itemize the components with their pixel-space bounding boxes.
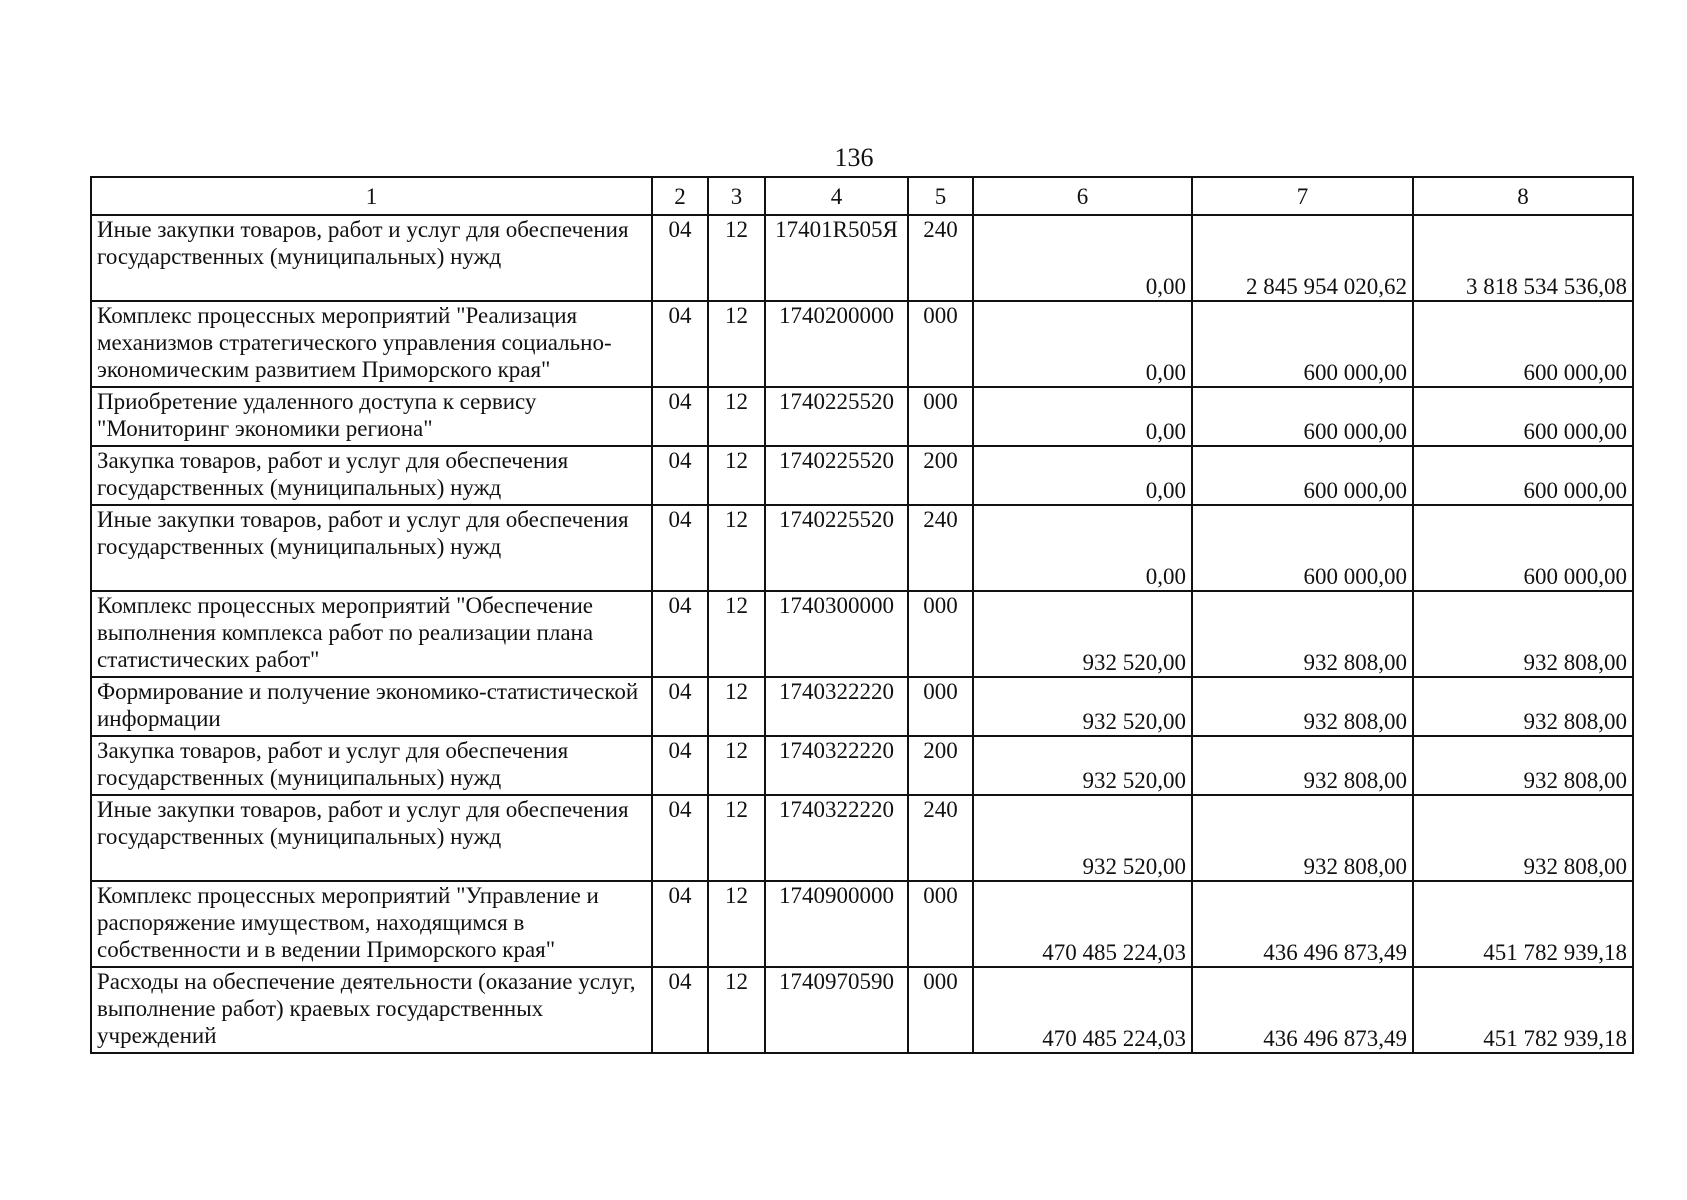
column-header: 7: [1192, 177, 1413, 215]
subsection-code: 12: [708, 967, 765, 1053]
target-article-code: 1740200000: [765, 301, 908, 387]
amount-col8: 600 000,00: [1413, 301, 1633, 387]
amount-col6: 0,00: [973, 215, 1192, 301]
amount-col7: 600 000,00: [1192, 301, 1413, 387]
section-code: 04: [652, 677, 708, 736]
section-code: 04: [652, 591, 708, 677]
amount-col7: 600 000,00: [1192, 387, 1413, 446]
target-article-code: 1740225520: [765, 387, 908, 446]
amount-col8: 600 000,00: [1413, 387, 1633, 446]
section-code: 04: [652, 967, 708, 1053]
amount-col6: 932 520,00: [973, 677, 1192, 736]
amount-col6: 0,00: [973, 301, 1192, 387]
table-row: [91, 881, 1633, 967]
table-row: [91, 591, 1633, 677]
amount-col7: 932 808,00: [1192, 591, 1413, 677]
expense-type-code: 000: [908, 967, 973, 1053]
table-row: [91, 446, 1633, 505]
amount-col6: 0,00: [973, 387, 1192, 446]
table-row: [91, 795, 1633, 881]
subsection-code: 12: [708, 215, 765, 301]
expense-type-code: 000: [908, 677, 973, 736]
row-name: Комплекс процессных мероприятий "Обеспечение выполнения комплекса работ по реализации плана статистических работ": [91, 591, 652, 677]
section-code: 04: [652, 387, 708, 446]
amount-col7: 932 808,00: [1192, 795, 1413, 881]
target-article-code: 1740970590: [765, 967, 908, 1053]
column-header: 8: [1413, 177, 1633, 215]
target-article-code: 1740900000: [765, 881, 908, 967]
amount-col6: 470 485 224,03: [973, 881, 1192, 967]
target-article-code: 1740322220: [765, 677, 908, 736]
table-header-row: [91, 177, 1633, 215]
target-article-code: 1740225520: [765, 505, 908, 591]
amount-col8: 932 808,00: [1413, 736, 1633, 795]
table-row: [91, 215, 1633, 301]
subsection-code: 12: [708, 505, 765, 591]
amount-col7: 2 845 954 020,62: [1192, 215, 1413, 301]
section-code: 04: [652, 215, 708, 301]
row-name: Иные закупки товаров, работ и услуг для обеспечения государственных (муниципальных) нужд: [91, 795, 652, 881]
target-article-code: 17401R505Я: [765, 215, 908, 301]
column-header: 3: [708, 177, 765, 215]
section-code: 04: [652, 446, 708, 505]
amount-col7: 436 496 873,49: [1192, 967, 1413, 1053]
amount-col6: 932 520,00: [973, 736, 1192, 795]
subsection-code: 12: [708, 446, 765, 505]
expense-type-code: 240: [908, 795, 973, 881]
amount-col8: 451 782 939,18: [1413, 967, 1633, 1053]
amount-col7: 932 808,00: [1192, 677, 1413, 736]
expense-type-code: 240: [908, 505, 973, 591]
amount-col8: 600 000,00: [1413, 446, 1633, 505]
target-article-code: 1740225520: [765, 446, 908, 505]
expense-type-code: 000: [908, 591, 973, 677]
amount-col6: 0,00: [973, 446, 1192, 505]
table-row: [91, 387, 1633, 446]
row-name: Приобретение удаленного доступа к сервису "Мониторинг экономики региона": [91, 387, 652, 446]
row-name: Формирование и получение экономико-статистической информации: [91, 677, 652, 736]
expense-type-code: 000: [908, 387, 973, 446]
amount-col6: 932 520,00: [973, 795, 1192, 881]
table-row: [91, 736, 1633, 795]
subsection-code: 12: [708, 881, 765, 967]
expense-type-code: 240: [908, 215, 973, 301]
amount-col8: 600 000,00: [1413, 505, 1633, 591]
row-name: Расходы на обеспечение деятельности (оказание услуг, выполнение работ) краевых государственных учреждений: [91, 967, 652, 1053]
budget-table: [90, 176, 1634, 1054]
table-row: [91, 967, 1633, 1053]
column-header: 5: [908, 177, 973, 215]
table-row: [91, 505, 1633, 591]
expense-type-code: 200: [908, 736, 973, 795]
page-number: 136: [834, 143, 874, 172]
target-article-code: 1740300000: [765, 591, 908, 677]
expense-type-code: 000: [908, 301, 973, 387]
section-code: 04: [652, 505, 708, 591]
expense-type-code: 200: [908, 446, 973, 505]
amount-col6: 932 520,00: [973, 591, 1192, 677]
section-code: 04: [652, 881, 708, 967]
section-code: 04: [652, 301, 708, 387]
row-name: Иные закупки товаров, работ и услуг для обеспечения государственных (муниципальных) нужд: [91, 505, 652, 591]
row-name: Комплекс процессных мероприятий "Реализация механизмов стратегического управления социально-экономическим развитием Приморского края": [91, 301, 652, 387]
expense-type-code: 000: [908, 881, 973, 967]
target-article-code: 1740322220: [765, 795, 908, 881]
amount-col7: 436 496 873,49: [1192, 881, 1413, 967]
row-name: Закупка товаров, работ и услуг для обеспечения государственных (муниципальных) нужд: [91, 446, 652, 505]
subsection-code: 12: [708, 795, 765, 881]
column-header: 6: [973, 177, 1192, 215]
subsection-code: 12: [708, 387, 765, 446]
amount-col6: 470 485 224,03: [973, 967, 1192, 1053]
row-name: Комплекс процессных мероприятий "Управление и распоряжение имуществом, находящимся в собственности и в ведении Приморского края": [91, 881, 652, 967]
amount-col8: 932 808,00: [1413, 677, 1633, 736]
table-row: [91, 301, 1633, 387]
amount-col8: 451 782 939,18: [1413, 881, 1633, 967]
subsection-code: 12: [708, 591, 765, 677]
amount-col7: 932 808,00: [1192, 736, 1413, 795]
amount-col6: 0,00: [973, 505, 1192, 591]
column-header: 4: [765, 177, 908, 215]
amount-col8: 932 808,00: [1413, 795, 1633, 881]
section-code: 04: [652, 736, 708, 795]
table-row: [91, 677, 1633, 736]
subsection-code: 12: [708, 301, 765, 387]
column-header: 2: [652, 177, 708, 215]
amount-col7: 600 000,00: [1192, 505, 1413, 591]
amount-col8: 3 818 534 536,08: [1413, 215, 1633, 301]
target-article-code: 1740322220: [765, 736, 908, 795]
column-header: 1: [91, 177, 652, 215]
amount-col7: 600 000,00: [1192, 446, 1413, 505]
subsection-code: 12: [708, 736, 765, 795]
row-name: Иные закупки товаров, работ и услуг для обеспечения государственных (муниципальных) нужд: [91, 215, 652, 301]
section-code: 04: [652, 795, 708, 881]
subsection-code: 12: [708, 677, 765, 736]
amount-col8: 932 808,00: [1413, 591, 1633, 677]
row-name: Закупка товаров, работ и услуг для обеспечения государственных (муниципальных) нужд: [91, 736, 652, 795]
